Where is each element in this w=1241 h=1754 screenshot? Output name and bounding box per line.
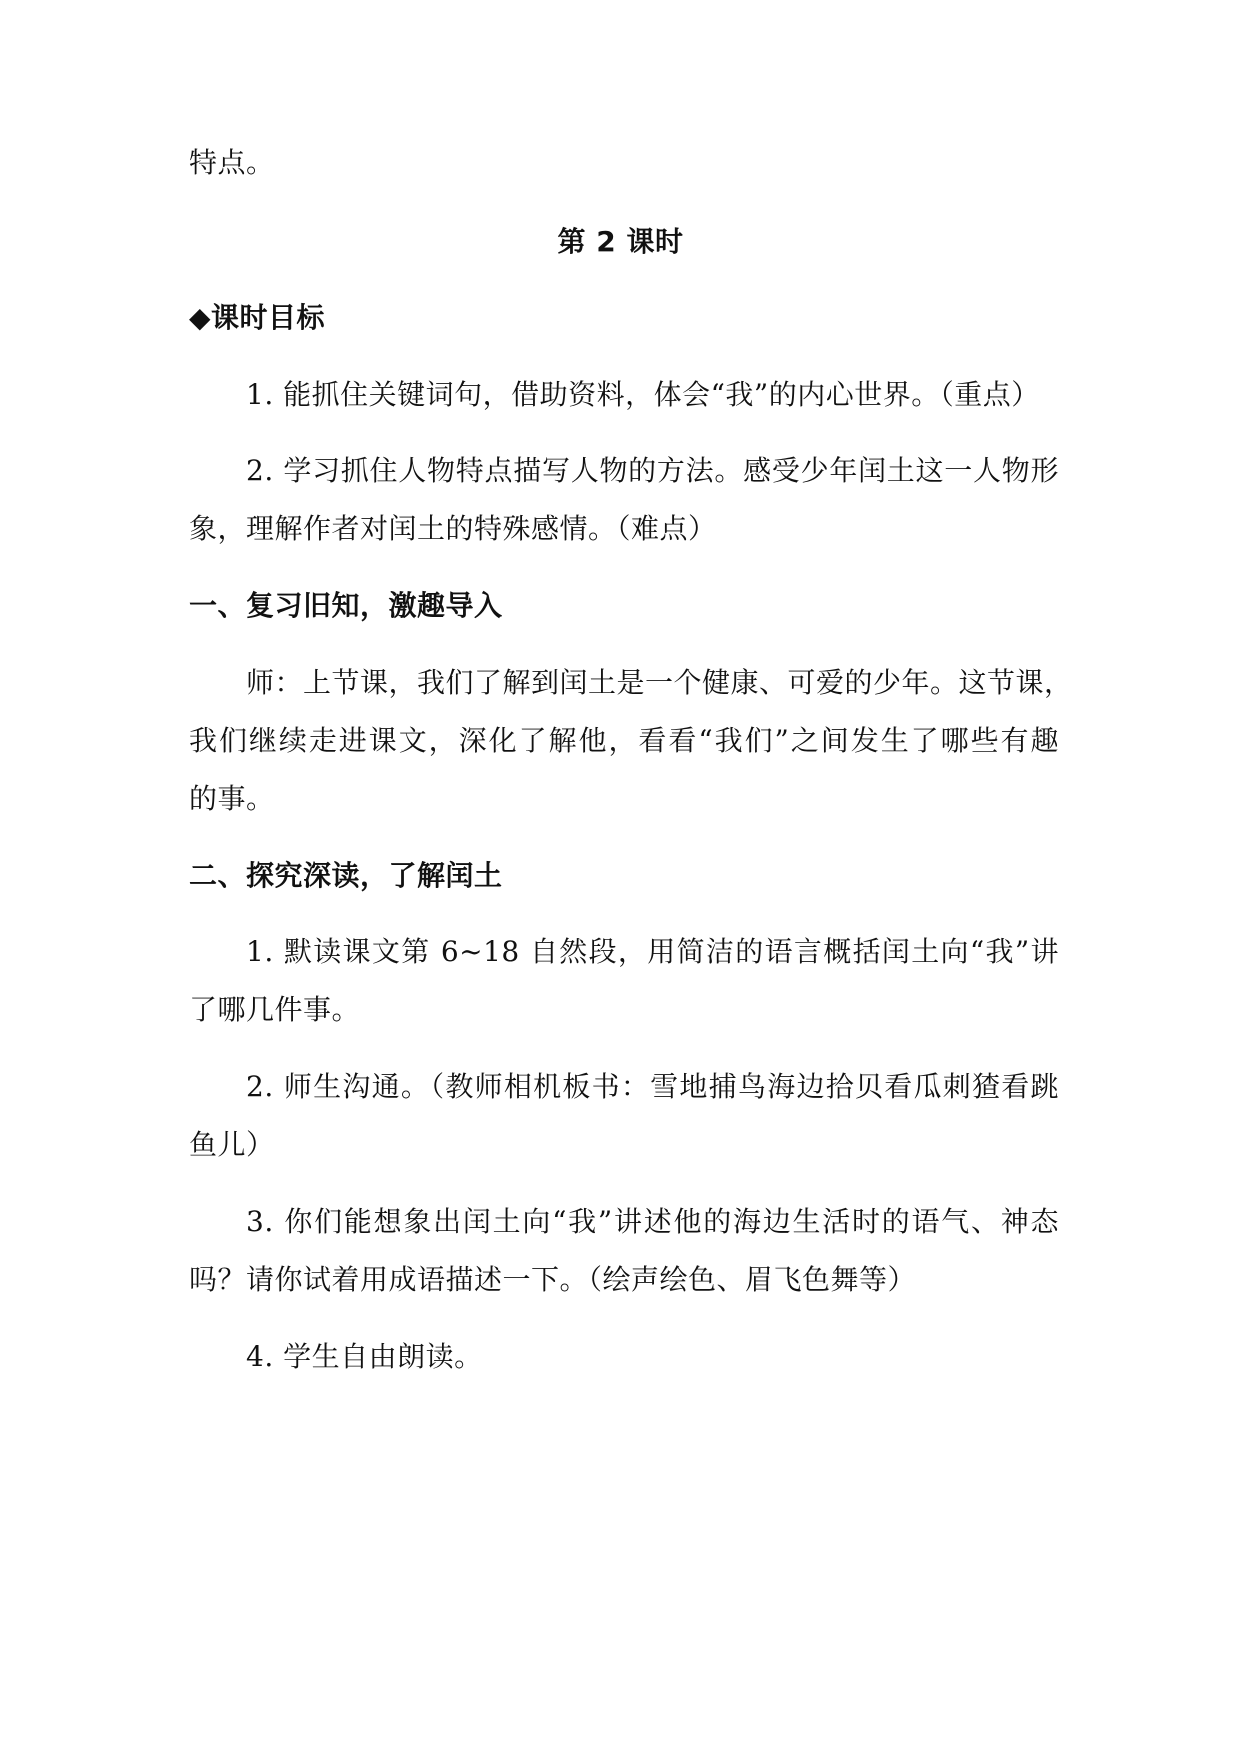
- objectives-heading: [189, 298, 1059, 338]
- section-2-item-3-line-1: 3. 你们能想象出闰土向“我”讲述他的海边生活时的语气、神态: [246, 1205, 1059, 1238]
- section-2-item-2-line-2: 鱼儿）: [189, 1128, 275, 1161]
- section-2-item-1-line-2: 了哪几件事。: [189, 993, 361, 1026]
- section-2-item-1-line-1: 1. 默读课文第 6~18 自然段，用简洁的语言概括闰土向“我”讲: [246, 935, 1059, 968]
- section-2-item-2-line-1: 2. 师生沟通。（教师相机板书：雪地捕鸟海边拾贝看瓜刺猹看跳: [246, 1070, 1059, 1103]
- section-1-para-line-3: 的事。: [189, 782, 275, 815]
- section-2-item-4: 4. 学生自由朗读。: [246, 1340, 483, 1373]
- objective-item-1: 1. 能抓住关键词句，借助资料，体会“我”的内心世界。（重点）: [246, 378, 1040, 411]
- continuation-text: 特点。: [189, 146, 275, 179]
- section-2-heading: 二、探究深读，了解闰土: [189, 859, 503, 892]
- lesson-title: 第 2 课时: [557, 225, 684, 258]
- diamond-bullet-icon: ◆: [189, 301, 212, 334]
- objective-item-2-line-1: 2. 学习抓住人物特点描写人物的方法。感受少年闰土这一人物形: [246, 454, 1059, 487]
- section-2-item-3-line-2: 吗？请你试着用成语描述一下。（绘声绘色、眉飞色舞等）: [189, 1263, 917, 1296]
- section-1-para-line-2: 我们继续走进课文，深化了解他，看看“我们”之间发生了哪些有趣: [189, 724, 1059, 757]
- objectives-heading-text: 课时目标: [211, 301, 326, 334]
- objective-item-2-line-2: 象，理解作者对闰土的特殊感情。（难点）: [189, 512, 717, 545]
- section-1-heading: 一、复习旧知，激趣导入: [189, 589, 503, 622]
- section-1-para-line-1: 师：上节课，我们了解到闰土是一个健康、可爱的少年。这节课，: [246, 666, 1073, 699]
